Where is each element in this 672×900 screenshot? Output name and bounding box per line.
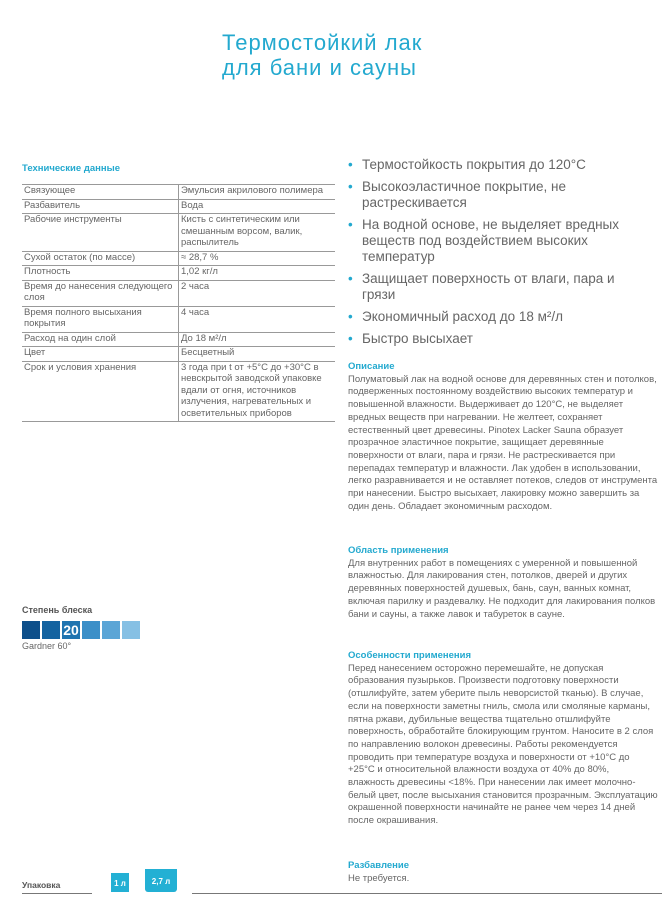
- feature-text: Высокоэластичное покрытие, не растрескивается: [362, 179, 567, 210]
- section-application-area: [348, 545, 658, 621]
- section-heading: Область применения: [348, 545, 449, 556]
- feature-item: [348, 217, 648, 265]
- property-value: Эмульсия акрилового полимера: [179, 185, 336, 200]
- page-title: [222, 30, 422, 80]
- property-name: Плотность: [22, 266, 179, 281]
- package-size: 1 л: [114, 879, 126, 888]
- table-row: [22, 347, 335, 362]
- table-row: [22, 266, 335, 281]
- property-name: Время полного высыхания покрытия: [22, 306, 179, 332]
- table-row: [22, 185, 335, 200]
- table-row: [22, 280, 335, 306]
- divider: [22, 893, 92, 894]
- property-value: Кисть с синтетическим или смешанным ворсом, валик, распылитель: [179, 214, 336, 252]
- section-thinning: [348, 860, 658, 885]
- property-name: Срок и условия хранения: [22, 361, 179, 422]
- property-value: 1,02 кг/л: [179, 266, 336, 281]
- gloss-swatch: 20: [63, 622, 79, 638]
- property-name: Сухой остаток (по массе): [22, 251, 179, 266]
- feature-text: Экономичный расход до 18 м²/л: [362, 309, 564, 324]
- section-heading: Описание: [348, 361, 395, 372]
- property-value: ≈ 28,7 %: [179, 251, 336, 266]
- table-row: [22, 199, 335, 214]
- section-application-notes: [348, 650, 658, 828]
- feature-list: [348, 157, 648, 353]
- feature-text: Термостойкость покрытия до 120°С: [362, 157, 586, 172]
- property-name: Связующее: [22, 185, 179, 200]
- section-text: Полуматовый лак на водной основе для деревянных стен и потолков, подверженных постоянному воздействию высоких температур и повышенной влажности. Выдерживает до 120°C, не выделяет вредных веществ при нагревании. Не желтеет, сохраняет естественный цвет древесины. Pinotex Lacker Sauna образует прозрачное эластичное покрытие, защищает деревянные поверхности от влаги, пара и грязи. Не растрескивается при перепадах температур и влажности. Лак удобен в использовании, легко разравнивается и не оставляет потеков, следов от инструмента при нанесении. Быстро высыхает, лакировку можно завершить за один день. Обладает экономичным расходом.: [348, 373, 658, 512]
- property-value: 3 года при t от +5°C до +30°C в невскрытой заводской упаковке вдали от огня, источников излучения, нагревательных и осветительных приборов: [179, 361, 336, 422]
- packaging-heading: Упаковка: [22, 880, 61, 890]
- bullet-icon: •: [348, 157, 353, 172]
- gloss-swatch: [22, 621, 40, 639]
- feature-text: Быстро высыхает: [362, 331, 473, 346]
- table-row: [22, 332, 335, 347]
- tech-data-table: [22, 184, 335, 422]
- title-line: Термостойкий лак: [222, 30, 423, 55]
- tech-data-heading: Технические данные: [22, 163, 121, 174]
- property-name: Время до нанесения следующего слоя: [22, 280, 179, 306]
- package-size: 2,7 л: [151, 877, 171, 886]
- section-heading: Разбавление: [348, 860, 410, 871]
- gloss-swatch: [82, 621, 100, 639]
- section-text: Не требуется.: [348, 872, 410, 884]
- bullet-icon: •: [348, 309, 353, 324]
- divider: [192, 893, 662, 894]
- property-value: До 18 м²/л: [179, 332, 336, 347]
- gloss-scale: [22, 621, 140, 639]
- table-row: [22, 361, 335, 422]
- property-name: Цвет: [22, 347, 179, 362]
- bullet-icon: •: [348, 271, 353, 286]
- feature-item: [348, 271, 648, 303]
- gloss-swatch: [102, 621, 120, 639]
- table-row: [22, 251, 335, 266]
- section-text: Для внутренних работ в помещениях с умеренной и повышенной влажностью. Для лакирования стен, потолков, дверей и других деревянных поверхностей душевых, бань, саун, ванных комнат, включая парилку и раздевалку. Не подходит для лакирования полков бани и сауны, а также лавок и табуреток в сауне.: [348, 557, 656, 620]
- feature-text: На водной основе, не выделяет вредных веществ под воздействием высоких температур: [362, 217, 620, 264]
- gloss-swatch: [122, 621, 140, 639]
- feature-item: [348, 157, 648, 173]
- feature-item: [348, 179, 648, 211]
- property-name: Разбавитель: [22, 199, 179, 214]
- gloss-heading: Степень блеска: [22, 605, 93, 615]
- bullet-icon: •: [348, 331, 353, 346]
- feature-text: Защищает поверхность от влаги, пара и грязи: [362, 271, 615, 302]
- feature-item: [348, 309, 648, 325]
- property-name: Расход на один слой: [22, 332, 179, 347]
- section-heading: Особенности применения: [348, 650, 472, 661]
- property-value: Вода: [179, 199, 336, 214]
- gloss-swatch: [42, 621, 60, 639]
- bucket-2-7l-icon: [145, 869, 177, 892]
- table-row: [22, 306, 335, 332]
- bullet-icon: •: [348, 179, 353, 194]
- property-value: 4 часа: [179, 306, 336, 332]
- section-text: Перед нанесением осторожно перемешайте, не допуская образования пузырьков. Произвести подготовку поверхности (отшлифуйте, затем уберите пыль неворсистой тканью). В случае, если на поверхности заметны гниль, смола или смоляные карманы, пятна ржави, дубильные вещества тщательно отшлифуйте поверхность, обработайте блокирующим грунтом. Наносите в 2 слоя по направлению волокон древесины. Работы рекомендуется проводить при температуре воздуха и поверхности от +10°C до +25°C и относительной влажности воздуха от 40% до 80%, влажность древесины <18%. При нанесении лак имеет молочно-белый цвет, после высыхания становится прозрачным. Эксплуатацию окрашенной поверхности начинайте не ранее чем через 14 дней после окрашивания.: [348, 662, 658, 827]
- title-line: для бани и сауны: [222, 55, 417, 80]
- table-row: [22, 214, 335, 252]
- section-description: [348, 361, 658, 513]
- property-value: 2 часа: [179, 280, 336, 306]
- property-value: Бесцветный: [179, 347, 336, 362]
- bullet-icon: •: [348, 217, 353, 232]
- gloss-scale-label: Gardner 60°: [22, 641, 72, 651]
- can-1l-icon: [111, 873, 129, 892]
- property-name: Рабочие инструменты: [22, 214, 179, 252]
- feature-item: [348, 331, 648, 347]
